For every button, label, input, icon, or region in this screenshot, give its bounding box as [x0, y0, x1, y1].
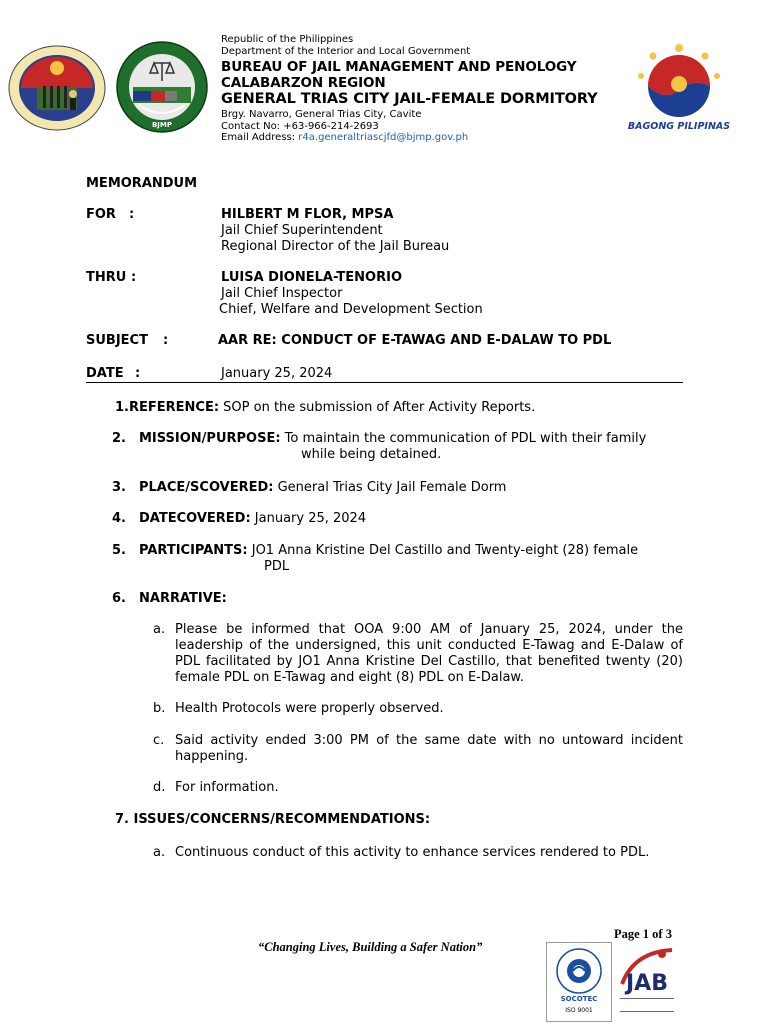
item-6b-letter: b. — [153, 701, 166, 716]
item-2-label: MISSION/PURPOSE: — [139, 431, 281, 446]
header-address: Brgy. Navarro, General Trias City, Cavite — [221, 109, 422, 120]
general-trias-jail-logo — [109, 41, 216, 133]
item-1 — [115, 400, 535, 416]
item-7a-text: Continuous conduct of this activity to enhance services rendered to PDL. — [175, 845, 650, 860]
header-divider — [86, 382, 683, 383]
for-colon: : — [129, 207, 135, 222]
item-6a-text: Please be informed that OOA 9:00 AM of January 25, 2024, under the leadership of the undersigned, this unit conducted E-Tawag and E-Dalaw of PDL facilitated by JO1 Anna Kristine Del Castillo, that benefited twenty (20) female PDL on E-Tawag and eight (8) PDL on E-Dalaw. — [175, 622, 683, 685]
letterhead — [0, 0, 768, 150]
subject-text: AAR RE: CONDUCT OF E-TAWAG AND E-DALAW TO PDL — [218, 333, 612, 348]
item-5-text-2: PDL — [264, 559, 290, 574]
item-6b-text: Health Protocols were properly observed. — [175, 701, 444, 716]
item-5-num: 5. — [112, 543, 126, 558]
item-4-num: 4. — [112, 511, 126, 526]
for-rank: Jail Chief Superintendent — [221, 223, 383, 238]
item-2 — [139, 431, 646, 447]
item-6c-letter: c. — [153, 733, 165, 748]
thru-position: Chief, Welfare and Development Section — [219, 302, 483, 317]
subject-colon: : — [163, 333, 169, 348]
header-dilg: Department of the Interior and Local Government — [221, 46, 471, 57]
item-2-text-1: To maintain the communication of PDL with their family — [280, 431, 647, 446]
jab-fineprint — [620, 998, 674, 1012]
item-7 — [115, 812, 430, 828]
item-5 — [139, 543, 638, 559]
header-email-line — [221, 132, 468, 144]
for-position: Regional Director of the Jail Bureau — [221, 239, 450, 254]
header-bureau: BUREAU OF JAIL MANAGEMENT AND PENOLOGY — [221, 59, 577, 75]
subject-label: SUBJECT — [86, 333, 148, 348]
item-5-label: PARTICIPANTS: — [139, 543, 248, 558]
item-1-label: REFERENCE: — [128, 400, 220, 415]
footer-tagline: “Changing Lives, Building a Safer Nation” — [258, 940, 483, 954]
memo-title: MEMORANDUM — [86, 176, 198, 191]
thru-label: THRU — [86, 270, 127, 285]
thru-colon: : — [131, 270, 137, 285]
item-5-text-1: JO1 Anna Kristine Del Castillo and Twenty-eight (28) female — [247, 543, 639, 558]
page-number: Page 1 of 3 — [614, 927, 672, 941]
bjmp-seal-logo — [7, 44, 107, 132]
date-colon: : — [135, 366, 141, 381]
logo2-bottom-text: BJMP — [151, 121, 173, 129]
header-contact: Contact No: +63-966-214-2693 — [221, 121, 379, 132]
item-1-text: SOP on the submission of After Activity Reports. — [219, 400, 536, 415]
header-region: CALABARZON REGION — [221, 75, 386, 91]
item-3-label: PLACE/SCOVERED: — [139, 480, 274, 495]
header-email-label: Email Address: — [221, 132, 299, 143]
item-3 — [139, 480, 506, 496]
socotec-label: SOCOTEC — [560, 995, 598, 1003]
thru-rank: Jail Chief Inspector — [221, 286, 343, 301]
jab-label: JAB — [626, 971, 668, 996]
for-label: FOR — [86, 207, 116, 222]
header-email-link[interactable]: r4a.generaltriascjfd@bjmp.gov.ph — [298, 132, 469, 143]
for-name: HILBERT M FLOR, MPSA — [221, 207, 394, 222]
item-4-text: January 25, 2024 — [250, 511, 367, 526]
bagong-pilipinas-text: BAGONG PILIPINAS — [627, 121, 731, 132]
item-6-num: 6. — [112, 591, 126, 606]
item-7-label: ISSUES/CONCERNS/RECOMMENDATIONS: — [133, 812, 431, 827]
item-6d-letter: d. — [153, 780, 166, 795]
item-6-label: NARRATIVE: — [139, 591, 227, 606]
date-value: January 25, 2024 — [221, 366, 333, 381]
item-6d-text: For information. — [175, 780, 279, 795]
jab-accreditation-mark — [614, 944, 680, 1016]
item-7-num: 7. — [115, 812, 129, 827]
header-office: GENERAL TRIAS CITY JAIL-FEMALE DORMITORY — [221, 91, 598, 107]
item-2-num: 2. — [112, 431, 126, 446]
item-6a-letter: a. — [153, 622, 166, 637]
iso-label: ISO 9001 — [565, 1007, 593, 1014]
item-6c-text: Said activity ended 3:00 PM of the same date with no untoward incident happening. — [175, 733, 683, 764]
item-7a-letter: a. — [153, 845, 166, 860]
item-3-text: General Trias City Jail Female Dorm — [273, 480, 507, 495]
item-4 — [139, 511, 366, 527]
item-2-text-2: while being detained. — [301, 447, 442, 462]
item-1-num: 1. — [115, 400, 129, 415]
socotec-iso-badge — [546, 942, 612, 1022]
thru-name: LUISA DIONELA-TENORIO — [221, 270, 403, 285]
bagong-pilipinas-logo — [623, 38, 735, 134]
item-4-label: DATECOVERED: — [139, 511, 251, 526]
item-3-num: 3. — [112, 480, 126, 495]
date-label: DATE — [86, 366, 124, 381]
header-republic: Republic of the Philippines — [221, 34, 354, 45]
